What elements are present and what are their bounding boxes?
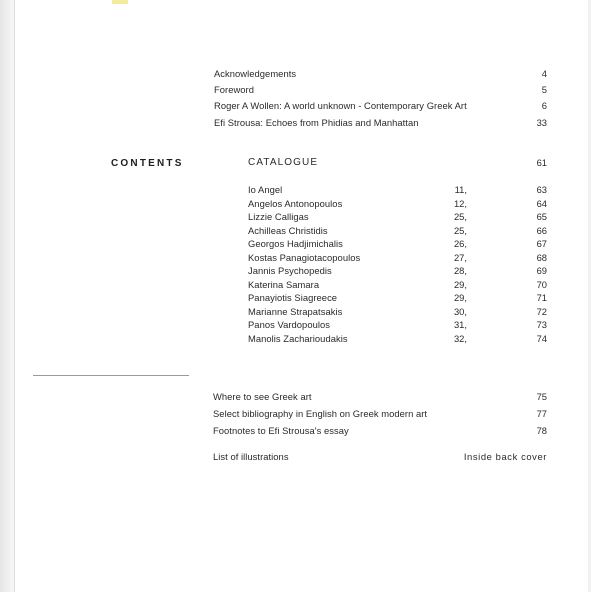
toc-entry-page: 6 <box>541 100 547 111</box>
toc-entry-title: Foreword <box>214 84 254 95</box>
contents-heading: CONTENTS <box>111 158 184 169</box>
artist-ref: 25, <box>453 225 467 236</box>
artist-ref: 29, <box>453 279 467 290</box>
catalogue-page: 61 <box>536 157 547 168</box>
artist-name: Angelos Antonopoulos <box>248 198 343 209</box>
artist-page: 67 <box>536 238 547 249</box>
toc-entry-title: Select bibliography in English on Greek modern art <box>213 408 428 419</box>
toc-entry-title: Roger A Wollen: A world unknown - Contemporary Greek Art <box>214 100 467 111</box>
artist-name: Katerina Samara <box>248 279 320 290</box>
toc-entry-title: Where to see Greek art <box>213 391 312 402</box>
artist-page: 74 <box>536 333 547 344</box>
toc-entry-title: Acknowledgements <box>214 68 297 79</box>
artist-ref: 31, <box>453 319 467 330</box>
toc-entry-page: 75 <box>536 391 547 402</box>
catalogue-heading: CATALOGUE <box>248 157 319 168</box>
toc-entry-title: List of illustrations <box>213 451 289 462</box>
artist-page: 68 <box>536 252 547 263</box>
artist-page: 63 <box>536 184 547 195</box>
artist-name: Io Angel <box>248 184 283 195</box>
artist-name: Marianne Strapatsakis <box>248 306 343 317</box>
artist-page: 69 <box>536 265 547 276</box>
artist-ref: 28, <box>453 265 467 276</box>
artist-name: Lizzie Calligas <box>248 211 309 222</box>
artist-name: Achilleas Christidis <box>248 225 328 236</box>
artist-name: Panos Vardopoulos <box>248 319 330 330</box>
artist-page: 64 <box>536 198 547 209</box>
artist-page: 71 <box>536 292 547 303</box>
toc-entry-page: 33 <box>536 117 547 128</box>
artist-ref: 12, <box>453 198 467 209</box>
artist-ref: 25, <box>453 211 467 222</box>
toc-entry-title: Efi Strousa: Echoes from Phidias and Manhattan <box>214 117 419 128</box>
artist-name: Georgos Hadjimichalis <box>248 238 343 249</box>
artist-ref: 30, <box>453 306 467 317</box>
toc-entry-page: 4 <box>541 68 547 79</box>
toc-entry-page: 78 <box>536 425 547 436</box>
artist-page: 70 <box>536 279 547 290</box>
artist-name: Jannis Psychopedis <box>248 265 332 276</box>
artist-page: 72 <box>536 306 547 317</box>
toc-entry-page: 5 <box>541 84 547 95</box>
artist-name: Manolis Zacharioudakis <box>248 333 348 344</box>
artist-name: Panayiotis Siagreece <box>248 292 338 303</box>
toc-entry-title: Footnotes to Efi Strousa's essay <box>213 425 349 436</box>
artist-page: 66 <box>536 225 547 236</box>
artist-ref: 26, <box>453 238 467 249</box>
artist-page: 65 <box>536 211 547 222</box>
artist-ref: 29, <box>453 292 467 303</box>
page-edge <box>0 0 15 592</box>
artist-name: Kostas Panagiotacopoulos <box>248 252 361 263</box>
toc-entry-page: 77 <box>536 408 547 419</box>
artist-page: 73 <box>536 319 547 330</box>
page-tab-mark <box>112 0 128 4</box>
toc-entry-page: Inside back cover <box>463 451 547 462</box>
artist-ref: 27, <box>453 252 467 263</box>
divider-rule <box>33 375 189 376</box>
artist-ref: 32, <box>453 333 467 344</box>
artist-ref: 11, <box>454 184 467 195</box>
